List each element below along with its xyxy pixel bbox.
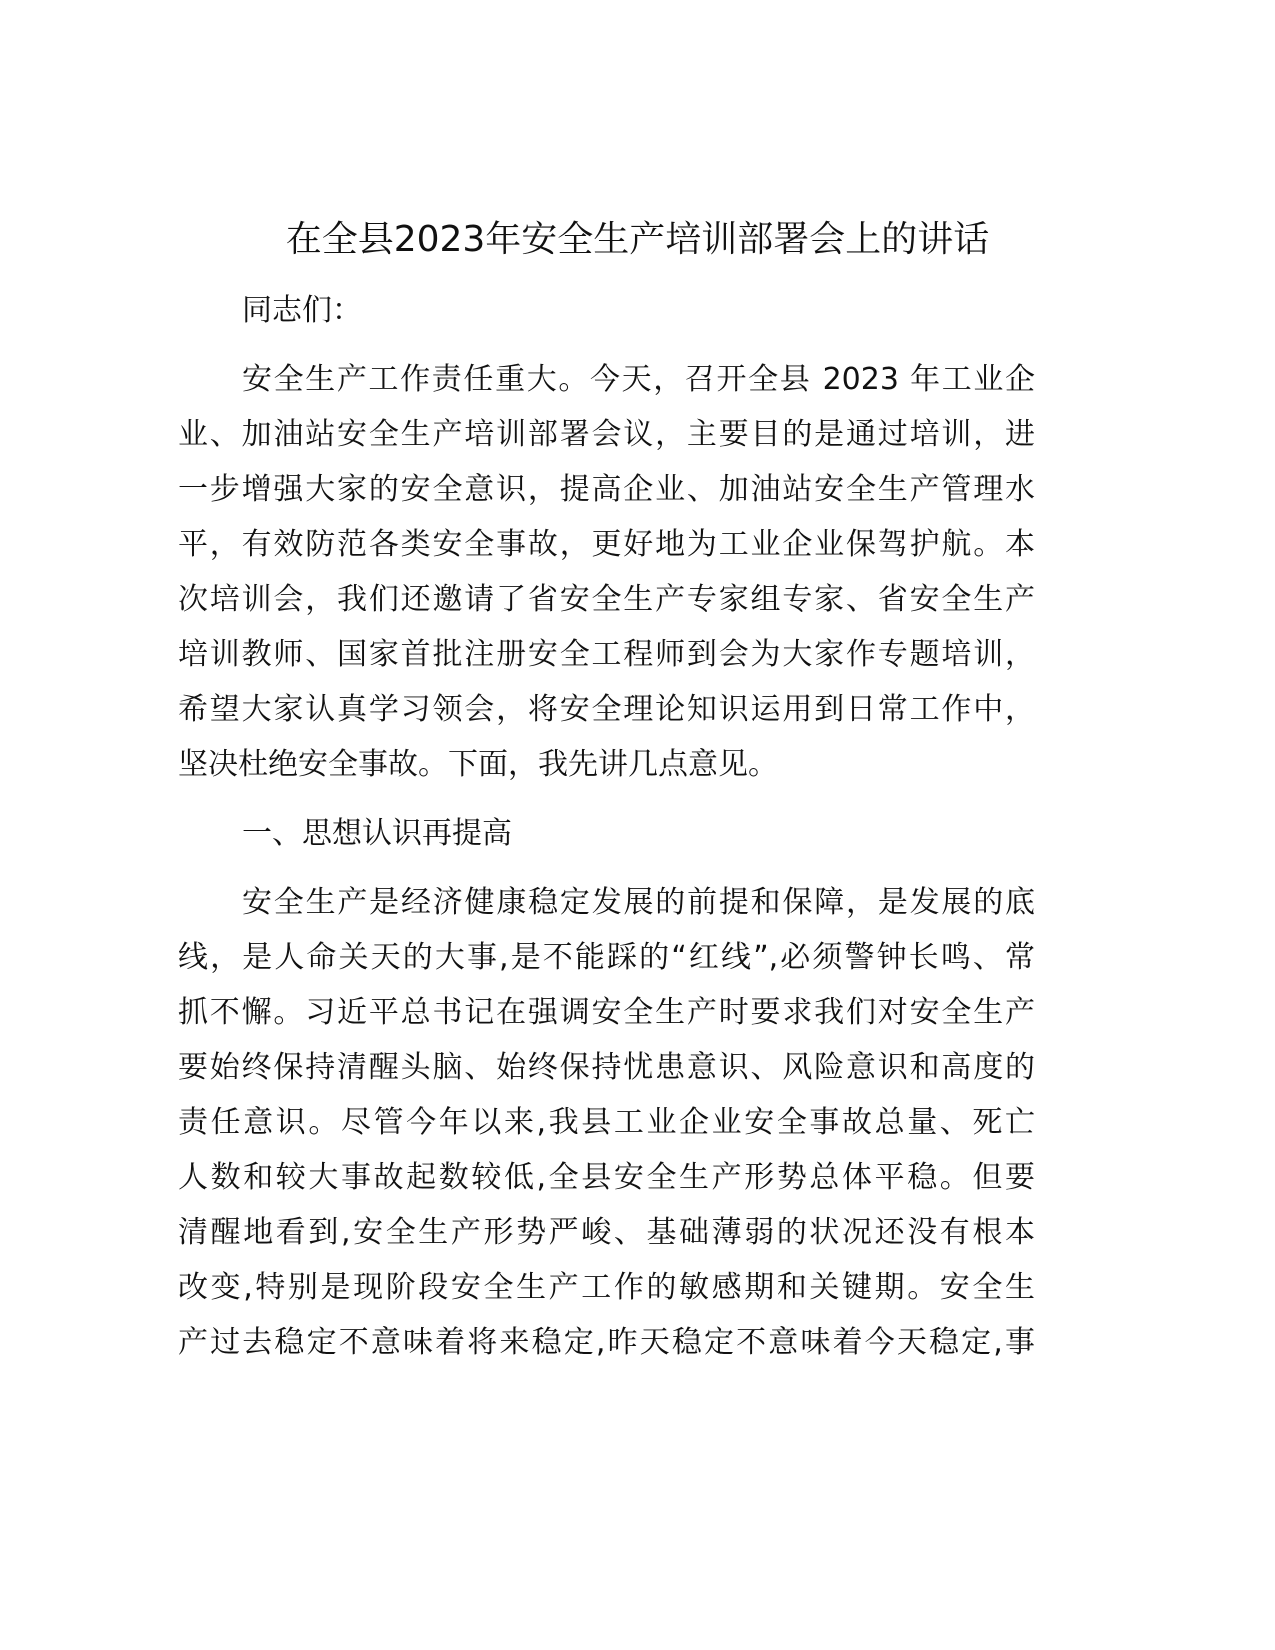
text-line: 安全生产是经济健康稳定发展的前提和保障，是发展的底 xyxy=(242,885,1035,920)
text-line: 产过去稳定不意味着将来稳定,昨天稳定不意味着今天稳定,事 xyxy=(178,1325,1035,1360)
text-line: 清醒地看到,安全生产形势严峻、基础薄弱的状况还没有根本 xyxy=(178,1215,1035,1250)
text-line: 改变,特别是现阶段安全生产工作的敏感期和关键期。安全生 xyxy=(178,1270,1035,1305)
salutation: 同志们： xyxy=(242,293,362,328)
text-line: 要始终保持清醒头脑、始终保持忧患意识、风险意识和高度的 xyxy=(178,1050,1035,1085)
text-line: 培训教师、国家首批注册安全工程师到会为大家作专题培训， xyxy=(178,637,1035,672)
text-line: 业、加油站安全生产培训部署会议，主要目的是通过培训，进 xyxy=(178,417,1035,452)
text-line: 一步增强大家的安全意识，提高企业、加油站安全生产管理水 xyxy=(178,472,1035,507)
text-line: 人数和较大事故起数较低,全县安全生产形势总体平稳。但要 xyxy=(178,1160,1035,1195)
document-title: 在全县2023年安全生产培训部署会上的讲话 xyxy=(285,219,990,260)
text-line: 线，是人命关天的大事,是不能踩的“红线”,必须警钟长鸣、常 xyxy=(178,940,1035,975)
section-heading: 一、思想认识再提高 xyxy=(242,816,512,851)
text-line: 安全生产工作责任重大。今天，召开全县 2023 年工业企 xyxy=(242,362,1035,397)
text-line: 次培训会，我们还邀请了省安全生产专家组专家、省安全生产 xyxy=(178,582,1035,617)
text-line: 坚决杜绝安全事故。下面，我先讲几点意见。 xyxy=(178,747,778,782)
text-line: 抓不懈。习近平总书记在强调安全生产时要求我们对安全生产 xyxy=(178,995,1035,1030)
text-line: 责任意识。尽管今年以来,我县工业企业安全事故总量、死亡 xyxy=(178,1105,1035,1140)
text-line: 希望大家认真学习领会，将安全理论知识运用到日常工作中， xyxy=(178,692,1035,727)
text-line: 平，有效防范各类安全事故，更好地为工业企业保驾护航。本 xyxy=(178,527,1035,562)
